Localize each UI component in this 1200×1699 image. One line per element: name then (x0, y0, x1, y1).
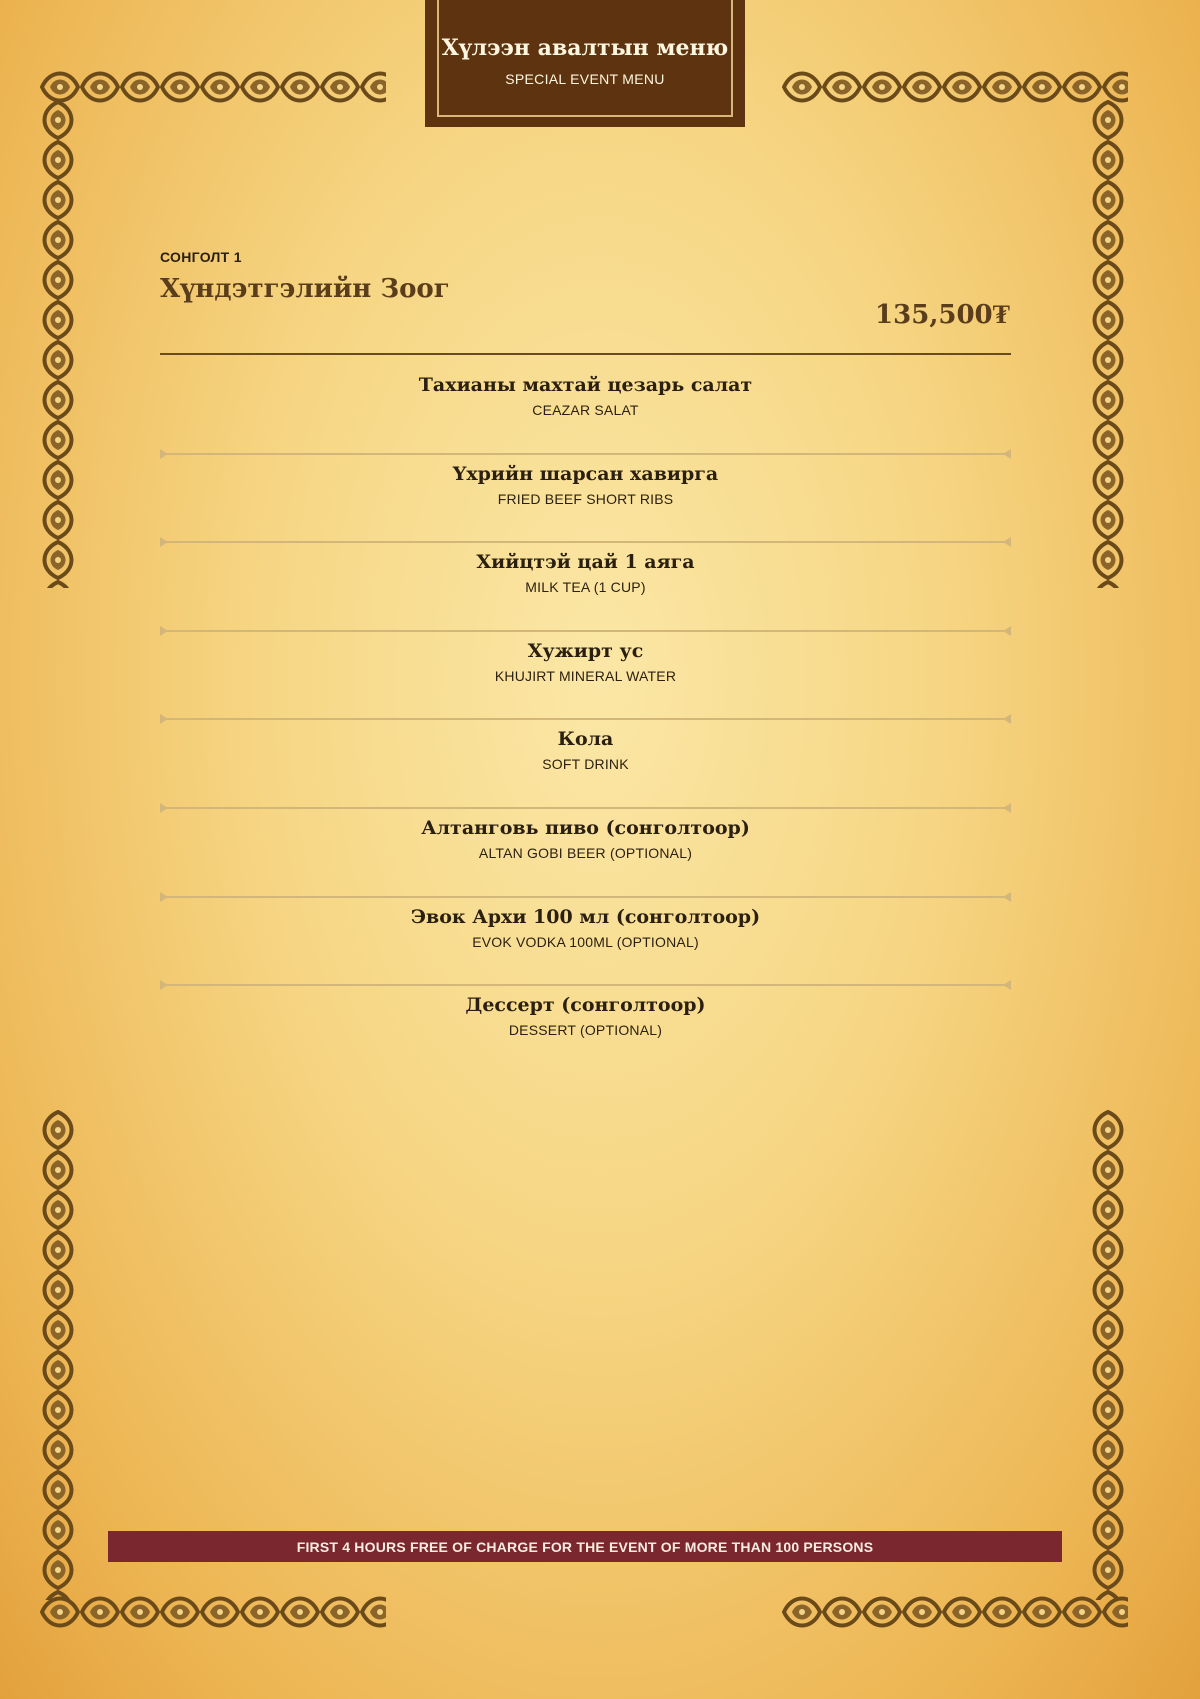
ornament-border-top-left (40, 67, 386, 109)
menu-item-english: EVOK VODKA 100ML (OPTIONAL) (472, 933, 699, 950)
ornament-border-bottom-left (40, 1592, 386, 1634)
menu-title: Хүндэтгэлийн Зоог (160, 274, 450, 304)
ornament-border-right-upper (1088, 100, 1130, 588)
footer-banner: FIRST 4 HOURS FREE OF CHARGE FOR THE EVENT OF MORE THAN 100 PERSONS (108, 1531, 1062, 1562)
title-divider (160, 353, 1011, 355)
menu-item (160, 813, 1011, 902)
menu-item-english: DESSERT (OPTIONAL) (508, 1022, 663, 1039)
menu-item-list (160, 370, 1011, 1079)
menu-item-name: Тахианы махтай цезарь салат (418, 374, 753, 396)
menu-item-name: Хийцтэй цай 1 аяга (476, 551, 695, 574)
ornament-border-top-right (782, 67, 1128, 109)
menu-item (160, 724, 1011, 813)
menu-item-english: ALTAN GOBI BEER (OPTIONAL) (478, 844, 693, 861)
menu-item-name: Дессерт (сонголтоор) (465, 994, 706, 1017)
menu-item-english: SOFT DRINK (542, 756, 629, 773)
menu-item (160, 636, 1011, 725)
menu-item (160, 459, 1011, 548)
menu-price: 135,500₮ (875, 300, 1010, 330)
item-divider (160, 980, 1011, 990)
header-title: Хүлээн авалтын меню (441, 34, 729, 61)
menu-item (160, 902, 1011, 991)
menu-item-name: Хужирт ус (527, 639, 644, 662)
option-label: СОНГОЛТ 1 (160, 249, 242, 265)
ornament-border-left-lower (38, 1110, 80, 1600)
item-divider (160, 714, 1011, 724)
item-divider (160, 892, 1011, 902)
menu-item-name: Үхрийн шарсан хавирга (452, 462, 719, 485)
ornament-border-right-lower (1088, 1110, 1130, 1600)
menu-item-english: MILK TEA (1 CUP) (525, 579, 646, 596)
menu-item-name: Эвок Архи 100 мл (сонголтоор) (410, 905, 761, 928)
menu-item (160, 547, 1011, 636)
menu-item-name: Кола (557, 728, 614, 751)
item-divider (160, 803, 1011, 813)
ornament-border-left-upper (38, 100, 80, 588)
menu-item-english: CEAZAR SALAT (532, 402, 639, 418)
menu-item (160, 990, 1011, 1079)
menu-item-english: KHUJIRT MINERAL WATER (494, 667, 677, 684)
ornament-border-bottom-right (782, 1592, 1128, 1634)
menu-item-name: Алтанговь пиво (сонголтоор) (421, 816, 750, 839)
header-frame (437, 0, 733, 117)
item-divider (160, 626, 1011, 636)
header-plaque (425, 0, 745, 127)
menu-item-english: FRIED BEEF SHORT RIBS (497, 490, 674, 507)
menu-item (160, 370, 1011, 459)
item-divider (160, 449, 1011, 459)
item-divider (160, 537, 1011, 547)
header-subtitle: SPECIAL EVENT MENU (505, 70, 665, 87)
